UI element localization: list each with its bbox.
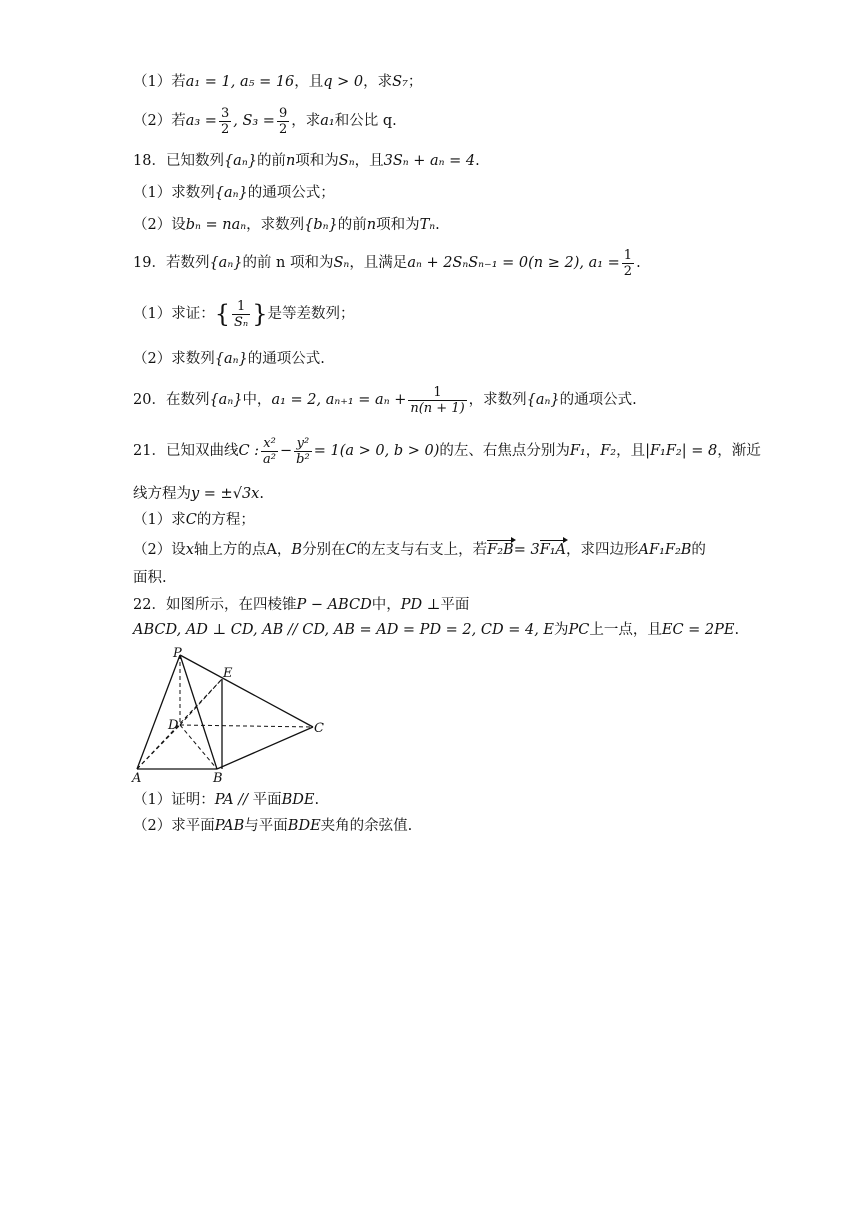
q22-part2: （2）求平面PAB与平面BDE夹角的余弦值. (133, 818, 413, 834)
pyramid-diagram (125, 645, 335, 785)
q19-part1: （1）求证：{ $\frac{1}{\text{Sₙ}}$ }是等差数列； (133, 298, 355, 330)
q20-stem: 20．在数列{aₙ}中，a₁ = 2, aₙ₊₁ = aₙ + $\frac{1}{n(n + 1)}$ ，求数列{aₙ}的通项公式. (133, 384, 637, 416)
vector-F2B: F₂B (487, 542, 514, 558)
q18-part1: （1）求数列{aₙ}的通项公式； (133, 185, 335, 201)
edge-DB (180, 725, 217, 769)
q22-stem: 22．如图所示，在四棱锥P − ABCD中，PD ⊥平面 (133, 597, 470, 613)
q21-stem: 21．已知双曲线C : $\frac{\text{x²}}{\text{a²}}$ − $\frac{\text{y²}}{\text{b²}}$ = 1(a > 0, b > 0)的左、右焦点分别为F₁，F₂，且|F₁F₂| = 8，渐近 (133, 435, 761, 467)
edge-DC (180, 725, 313, 727)
q21-part2-line2: 面积. (133, 570, 167, 586)
q17-part1: （1）若a₁ = 1, a₅ = 16，且q > 0，求S₇； (133, 74, 423, 90)
edge-BC (217, 727, 313, 769)
vector-F1A: F₁A (539, 542, 567, 558)
fraction: $\frac{9}{2}$ (278, 105, 288, 137)
q21-part2: （2）设x轴上方的点A，B分别在C的左支与右支上，若F₂B= 3F₁A，求四边形AF₁F₂B的 (133, 542, 706, 558)
label-E: E (223, 666, 233, 681)
edge-PA (137, 655, 180, 769)
q17-part2: （2）若a₃ = $\frac{3}{2}$ , S₃ = $\frac{9}{2}$ ，求a₁和公比 q. (133, 105, 397, 137)
fraction: $\frac{3}{2}$ (220, 105, 230, 137)
q19-part2: （2）求数列{aₙ}的通项公式. (133, 351, 325, 367)
q22-part1: （1）证明：PA // 平面BDE. (133, 792, 320, 808)
q19-stem: 19．若数列{aₙ}的前 n 项和为Sₙ，且满足aₙ + 2SₙSₙ₋₁ = 0(n ≥ 2), a₁ = $\frac{1}{2}$ . (133, 247, 641, 279)
fraction: $\frac{1}{n(n + 1)}$ (410, 384, 465, 416)
fraction: $\frac{1}{2}$ (623, 247, 633, 279)
label-B: B (213, 771, 223, 785)
q21-stem-line2: 线方程为y = ±√3x. (133, 486, 264, 502)
q18-part2: （2）设bₙ = naₙ，求数列{bₙ}的前n项和为Tₙ. (133, 217, 440, 233)
fraction: $\frac{1}{\text{Sₙ}}$ (234, 298, 249, 330)
fraction: $\frac{\text{x²}}{\text{a²}}$ (263, 435, 277, 467)
q22-stem-line2: ABCD, AD ⊥ CD, AB // CD, AB = AD = PD = 2, CD = 4, E为PC上一点，且EC = 2PE. (133, 622, 740, 638)
label-C: C (314, 721, 324, 736)
fraction: $\frac{\text{y²}}{\text{b²}}$ (296, 435, 310, 467)
label-P: P (173, 646, 182, 661)
q21-part1: （1）求C的方程； (133, 512, 255, 528)
label-A: A (132, 771, 142, 785)
label-D: D (168, 718, 179, 733)
q18-stem: 18．已知数列{aₙ}的前n项和为Sₙ，且3Sₙ + aₙ = 4. (133, 153, 480, 169)
